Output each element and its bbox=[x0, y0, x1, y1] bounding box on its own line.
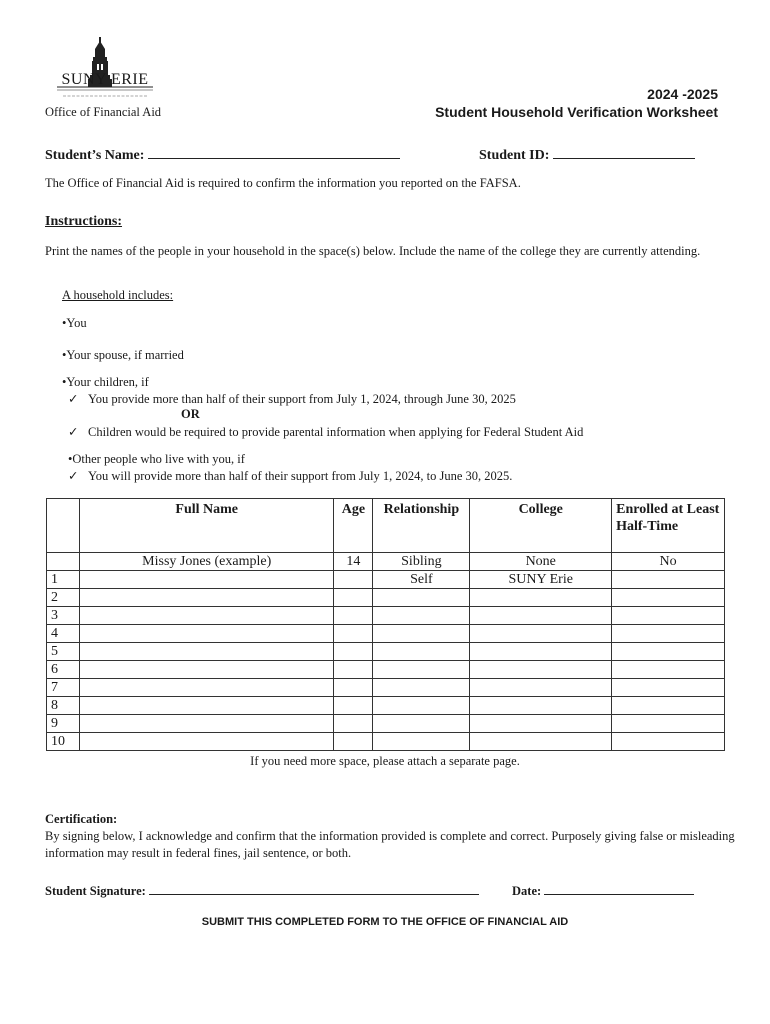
table-cell[interactable] bbox=[612, 607, 725, 625]
table-cell[interactable] bbox=[373, 643, 470, 661]
academic-year: 2024 -2025 bbox=[647, 86, 718, 102]
household-heading: A household includes: bbox=[62, 288, 174, 302]
children-condition-2-text: Children would be required to provide parental information when applying for Federal Student Aid bbox=[88, 425, 584, 439]
submit-instruction: SUBMIT THIS COMPLETED FORM TO THE OFFICE OF FINANCIAL AID bbox=[201, 916, 569, 928]
more-space-note: If you need more space, please attach a separate page. bbox=[250, 754, 520, 768]
table-cell[interactable] bbox=[373, 679, 470, 697]
other-condition-text: You will provide more than half of their support from July 1, 2024, to June 30, 2025. bbox=[88, 469, 513, 483]
table-cell: 6 bbox=[47, 661, 80, 679]
table-row bbox=[47, 661, 725, 679]
table-cell[interactable] bbox=[79, 589, 333, 607]
header-college: College bbox=[470, 499, 612, 553]
table-row bbox=[47, 679, 725, 697]
children-condition-1 bbox=[68, 390, 516, 408]
table-cell[interactable] bbox=[79, 661, 333, 679]
table-cell: 7 bbox=[47, 679, 80, 697]
table-cell[interactable] bbox=[612, 661, 725, 679]
table-cell[interactable] bbox=[612, 715, 725, 733]
header-full-name: Full Name bbox=[79, 499, 333, 553]
table-cell[interactable] bbox=[373, 625, 470, 643]
student-name-label: Student’s Name: bbox=[45, 148, 145, 163]
table-row bbox=[47, 589, 725, 607]
table-row bbox=[47, 643, 725, 661]
household-table bbox=[46, 498, 725, 751]
cell: 14 bbox=[334, 553, 373, 571]
logo-text: SUNY ERIE bbox=[61, 71, 149, 88]
table-cell[interactable] bbox=[334, 607, 373, 625]
intro-text: The Office of Financial Aid is required to confirm the information you reported on the FAFSA. bbox=[45, 176, 521, 190]
cell: None bbox=[470, 553, 612, 571]
table-cell[interactable] bbox=[612, 589, 725, 607]
table-cell[interactable] bbox=[373, 715, 470, 733]
table-cell[interactable] bbox=[334, 589, 373, 607]
table-cell[interactable] bbox=[470, 625, 612, 643]
signature-label: Student Signature: bbox=[45, 884, 146, 898]
signature-line[interactable] bbox=[149, 882, 479, 895]
office-name: Office of Financial Aid bbox=[45, 105, 162, 119]
table-cell[interactable] bbox=[79, 607, 333, 625]
bullet-children: •Your children, if bbox=[62, 375, 149, 389]
date-line[interactable] bbox=[544, 882, 694, 895]
table-cell[interactable] bbox=[79, 733, 333, 751]
table-cell[interactable] bbox=[79, 571, 333, 589]
table-cell[interactable] bbox=[79, 679, 333, 697]
header-number bbox=[47, 499, 80, 553]
table-row bbox=[47, 571, 725, 589]
table-cell: 2 bbox=[47, 589, 80, 607]
checkmark-icon: ✓ bbox=[68, 468, 79, 483]
table-cell[interactable] bbox=[79, 697, 333, 715]
table-cell: 4 bbox=[47, 625, 80, 643]
table-cell[interactable] bbox=[470, 643, 612, 661]
table-cell[interactable]: Self bbox=[373, 571, 470, 589]
date-label: Date: bbox=[512, 884, 542, 898]
header-age: Age bbox=[334, 499, 373, 553]
table-row bbox=[47, 715, 725, 733]
worksheet-title: Student Household Verification Worksheet bbox=[435, 104, 718, 120]
table-cell[interactable] bbox=[612, 697, 725, 715]
cell bbox=[47, 553, 80, 571]
table-cell[interactable] bbox=[470, 733, 612, 751]
table-cell: 3 bbox=[47, 607, 80, 625]
example-row bbox=[47, 553, 725, 571]
table-cell: 9 bbox=[47, 715, 80, 733]
bullet-spouse: •Your spouse, if married bbox=[62, 348, 184, 362]
table-cell[interactable] bbox=[470, 715, 612, 733]
table-cell[interactable] bbox=[334, 571, 373, 589]
checkmark-icon: ✓ bbox=[68, 391, 79, 406]
student-id-label: Student ID: bbox=[479, 148, 550, 163]
table-cell: 8 bbox=[47, 697, 80, 715]
table-cell[interactable] bbox=[79, 643, 333, 661]
children-condition-2 bbox=[68, 423, 583, 441]
table-cell[interactable] bbox=[373, 697, 470, 715]
table-cell[interactable] bbox=[470, 607, 612, 625]
table-row bbox=[47, 625, 725, 643]
header-enrolled: Enrolled at Least Half-Time bbox=[612, 499, 725, 553]
table-cell[interactable] bbox=[79, 715, 333, 733]
table-cell[interactable] bbox=[334, 661, 373, 679]
table-cell[interactable] bbox=[612, 571, 725, 589]
table-cell[interactable] bbox=[470, 679, 612, 697]
table-cell[interactable] bbox=[373, 661, 470, 679]
student-id-field[interactable] bbox=[479, 146, 695, 164]
checkmark-icon: ✓ bbox=[68, 424, 79, 439]
other-condition bbox=[68, 467, 512, 485]
table-header-row bbox=[47, 499, 725, 553]
instructions-heading: Instructions: bbox=[45, 214, 123, 229]
student-id-line[interactable] bbox=[553, 146, 695, 159]
cell: Missy Jones (example) bbox=[79, 553, 333, 571]
certification-heading: Certification: bbox=[45, 812, 118, 826]
table-cell[interactable] bbox=[612, 679, 725, 697]
table-cell[interactable] bbox=[470, 589, 612, 607]
table-cell[interactable] bbox=[79, 625, 333, 643]
table-cell[interactable]: SUNY Erie bbox=[470, 571, 612, 589]
table-cell[interactable] bbox=[612, 733, 725, 751]
date-field[interactable] bbox=[512, 882, 694, 900]
table-row bbox=[47, 697, 725, 715]
children-condition-1-text: You provide more than half of their support from July 1, 2024, through June 30, 2025 bbox=[88, 392, 516, 406]
table-cell[interactable] bbox=[334, 625, 373, 643]
table-cell[interactable] bbox=[334, 643, 373, 661]
instructions-text: Print the names of the people in your household in the space(s) below. Include the name of the college they are currently attending. bbox=[45, 244, 701, 258]
table-cell[interactable] bbox=[373, 607, 470, 625]
table-row bbox=[47, 607, 725, 625]
table-cell[interactable] bbox=[334, 733, 373, 751]
table-cell[interactable] bbox=[334, 679, 373, 697]
signature-field[interactable] bbox=[45, 882, 479, 900]
table-cell[interactable] bbox=[470, 697, 612, 715]
table-cell: 5 bbox=[47, 643, 80, 661]
cell: Sibling bbox=[373, 553, 470, 571]
suny-erie-logo bbox=[55, 35, 155, 105]
bullet-other: •Other people who live with you, if bbox=[68, 452, 245, 466]
cell: No bbox=[612, 553, 725, 571]
bullet-you: •You bbox=[62, 316, 87, 330]
table-cell[interactable] bbox=[470, 661, 612, 679]
table-cell[interactable] bbox=[373, 589, 470, 607]
table-cell[interactable] bbox=[612, 643, 725, 661]
certification-text: By signing below, I acknowledge and confirm that the information provided is complete and correct. Purposely giving false or misleading information may result in federal fines, jail sentence, or both. bbox=[45, 829, 735, 860]
table-cell[interactable] bbox=[334, 715, 373, 733]
table-cell[interactable] bbox=[373, 733, 470, 751]
table-cell[interactable] bbox=[612, 625, 725, 643]
table-cell: 1 bbox=[47, 571, 80, 589]
or-label: OR bbox=[181, 407, 200, 421]
header-relationship: Relationship bbox=[373, 499, 470, 553]
table-cell: 10 bbox=[47, 733, 80, 751]
student-name-field[interactable] bbox=[45, 146, 400, 164]
table-cell[interactable] bbox=[334, 697, 373, 715]
table-row bbox=[47, 733, 725, 751]
student-name-line[interactable] bbox=[148, 146, 400, 159]
